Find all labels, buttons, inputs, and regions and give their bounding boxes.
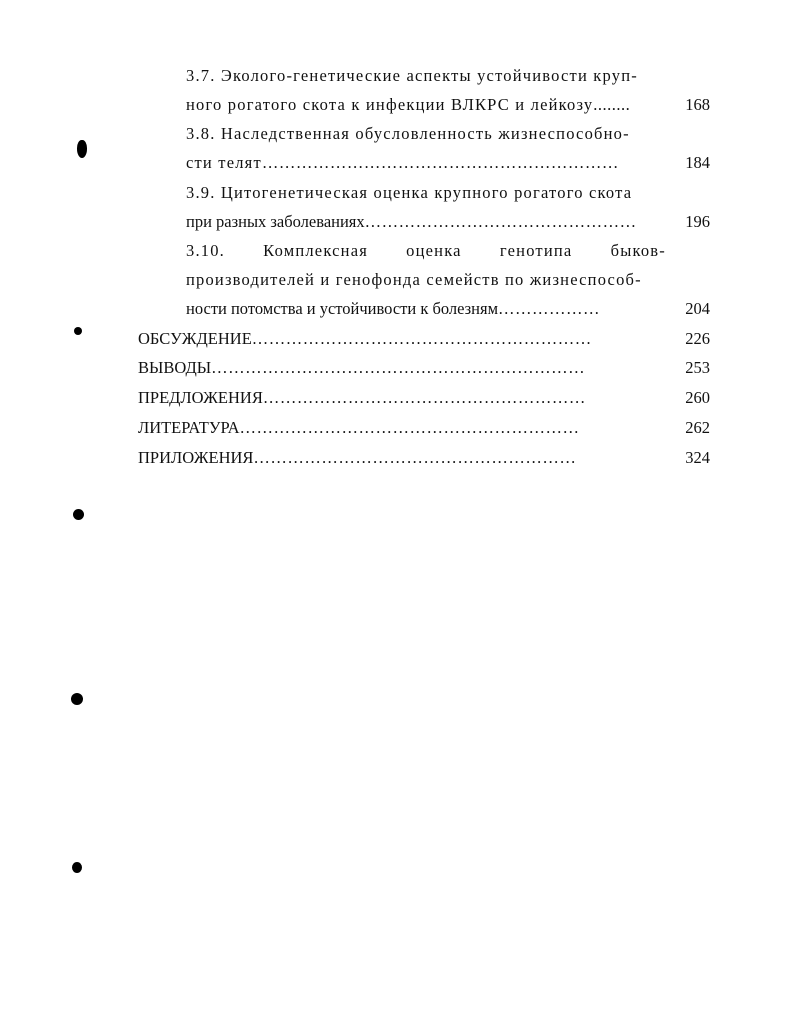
toc-entry-conclusions [138, 358, 660, 378]
scan-mark [77, 140, 87, 158]
toc-entry-discussion [138, 329, 660, 349]
toc-leader-dots: ………………………………………………………… [211, 358, 586, 377]
toc-entry-text: ности потомства и устойчивости к болезням [186, 299, 499, 318]
toc-page-number: 324 [685, 448, 710, 467]
toc-entry-text: ЛИТЕРАТУРА [138, 418, 240, 437]
toc-leader-dots: ………………………………………… [364, 212, 637, 231]
toc-leader-dots: ........ [593, 95, 631, 114]
toc-page-number: 262 [685, 418, 710, 437]
toc-page-number: 168 [685, 95, 710, 114]
toc-entry-text: ОБСУЖДЕНИЕ [138, 329, 252, 348]
toc-entry-3-10-line3 [186, 299, 662, 319]
toc-entry-text: сти телят [186, 153, 262, 172]
toc-page-number: 204 [685, 299, 710, 318]
toc-leader-dots: ………………………………………………… [262, 388, 586, 407]
scan-mark [72, 862, 82, 873]
toc-entry-text: ПРИЛОЖЕНИЯ [138, 448, 254, 467]
toc-entry-3-9-line1: 3.9. Цитогенетическая оценка крупного рогатого скота [186, 183, 633, 202]
toc-entry-3-8-line1: 3.8. Наследственная обусловленность жизнеспособно- [186, 124, 630, 143]
toc-entry-3-10-line1: 3.10. Комплексная оценка генотипа быков- [186, 241, 666, 260]
toc-entry-literature [138, 418, 660, 438]
toc-entry-3-7-line1: 3.7. Эколого-генетические аспекты устойчивости круп- [186, 66, 638, 85]
toc-page-number: 226 [685, 329, 710, 348]
scan-mark [73, 509, 84, 520]
toc-leader-dots: ……………………………………………………… [261, 153, 619, 172]
toc-page-number: 260 [685, 388, 710, 407]
toc-leader-dots: ……………… [498, 299, 601, 318]
toc-page-number: 196 [685, 212, 710, 231]
toc-entry-proposals [138, 388, 660, 408]
toc-entry-3-8-line2 [186, 153, 656, 173]
toc-leader-dots: ………………………………………………… [253, 448, 577, 467]
toc-entry-appendices [138, 448, 660, 468]
toc-leader-dots: …………………………………………………… [239, 418, 580, 437]
toc-page-number: 184 [685, 153, 710, 172]
toc-entry-text: ного рогатого скота к инфекции ВЛКРС и лейкозу [186, 95, 594, 114]
toc-entry-text: при разных заболеваниях [186, 212, 365, 231]
toc-entry-3-9-line2 [186, 212, 656, 232]
toc-page-number: 253 [685, 358, 710, 377]
toc-entry-3-7-line2 [186, 95, 666, 115]
toc-entry-text: ПРЕДЛОЖЕНИЯ [138, 388, 263, 407]
toc-entry-text: ВЫВОДЫ [138, 358, 212, 377]
scan-mark [74, 327, 82, 335]
toc-entry-3-10-line2: производителей и генофонда семейств по жизнеспособ- [186, 270, 642, 289]
scan-mark [71, 693, 83, 705]
toc-leader-dots: …………………………………………………… [251, 329, 592, 348]
